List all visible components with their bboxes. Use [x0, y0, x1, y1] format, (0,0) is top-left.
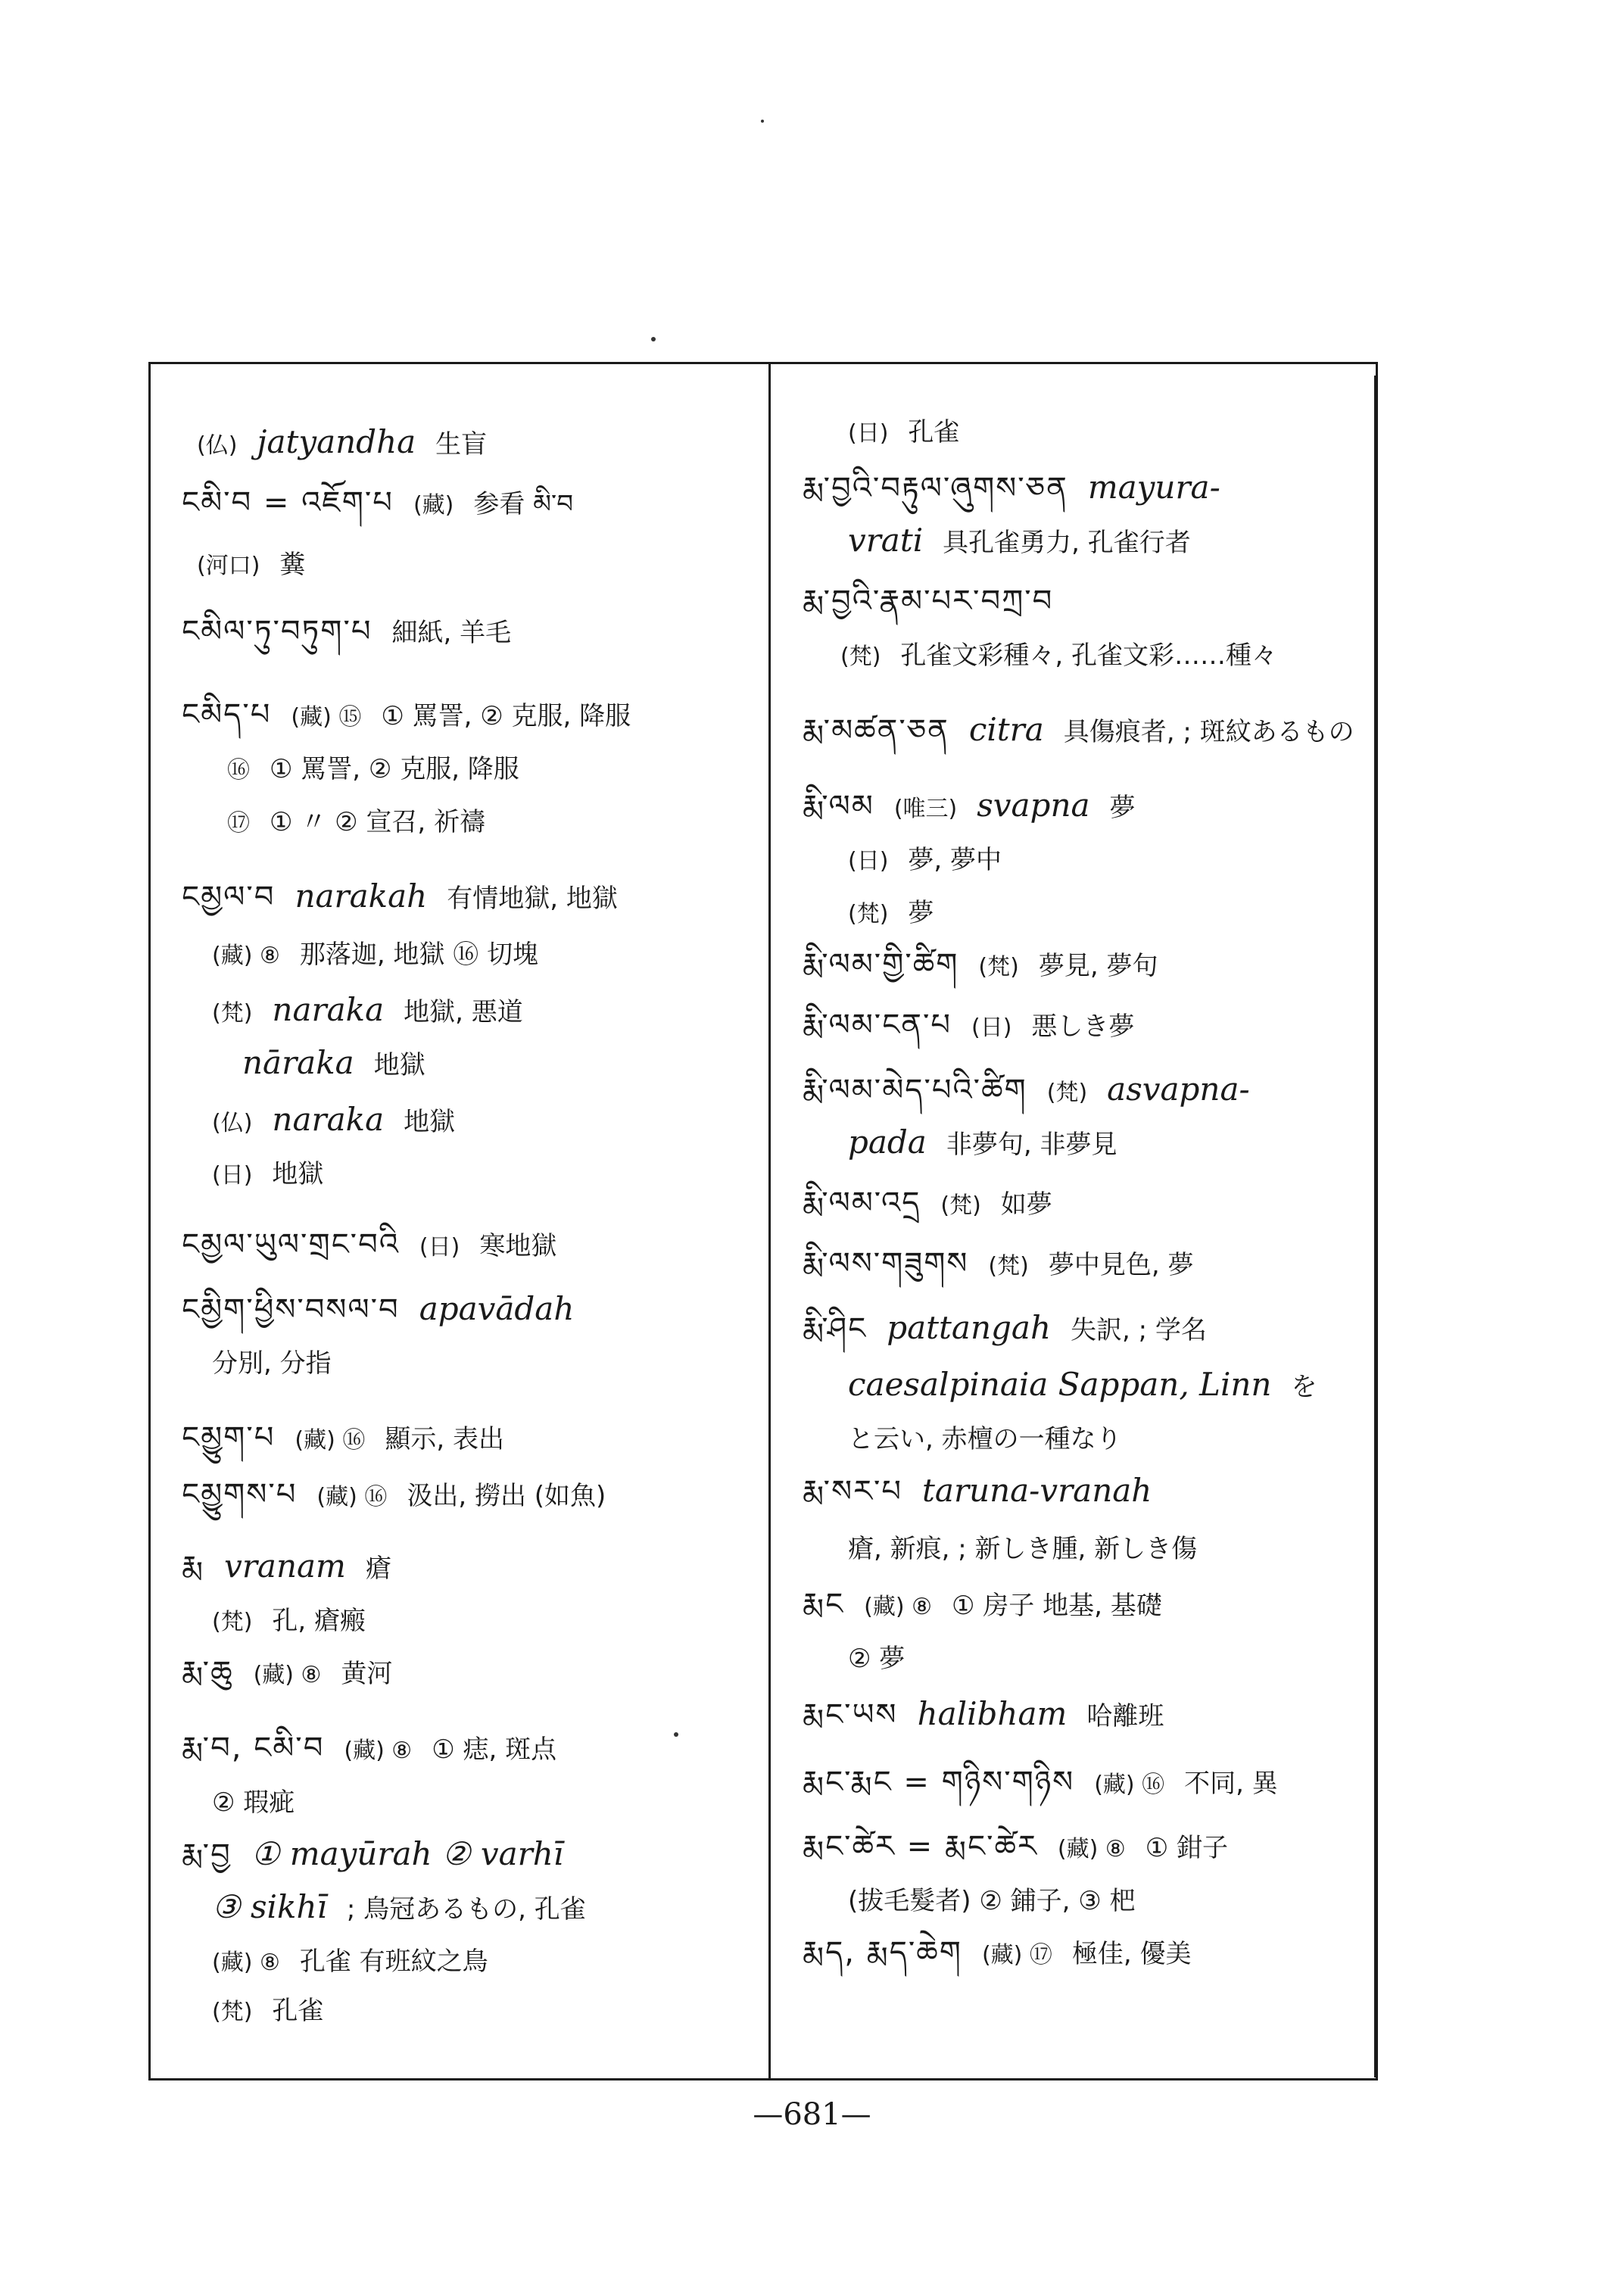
- dictionary-entry-line: [212, 1102, 455, 1142]
- japanese-gloss: 地獄, 悪道: [404, 997, 523, 1027]
- dictionary-entry-line: [212, 1889, 586, 1928]
- japanese-gloss: 不同, 異: [1184, 1769, 1278, 1799]
- dictionary-entry-line: [212, 935, 538, 974]
- dictionary-entry-line: [212, 1601, 366, 1641]
- source-label: (藏) ⑧: [253, 1662, 322, 1688]
- japanese-gloss: 那落迦, 地獄 ⑯ 切塊: [299, 940, 539, 970]
- dictionary-entry-line: [803, 1007, 1134, 1046]
- dictionary-entry-line: [212, 1783, 295, 1821]
- japanese-gloss: 地獄: [404, 1107, 456, 1137]
- dictionary-entry-line: [803, 1473, 1152, 1510]
- source-label: (藏) ⑧: [212, 1950, 280, 1976]
- tibetan-headword: རྨ་བྱའི་བརྟུལ་ཞུགས་ཅན: [803, 471, 1068, 506]
- tibetan-headword: ངམི་བ = འཇོག་པ: [182, 485, 394, 520]
- tibetan-headword: རྨ་བྱ: [182, 1837, 232, 1872]
- dictionary-entry-line: [212, 992, 523, 1032]
- tibetan-headword: རྨ་མཚན་ཅན: [803, 713, 949, 748]
- japanese-gloss: と云い, 赤檀の一種なり: [848, 1424, 1122, 1454]
- japanese-gloss: 参看 མི་བ: [473, 489, 573, 519]
- source-label: (日): [848, 420, 889, 447]
- dictionary-entry-line: [803, 1586, 1162, 1625]
- japanese-gloss: 如夢: [1000, 1189, 1052, 1220]
- source-label: (藏) ⑧: [212, 943, 280, 969]
- source-label: (藏) ⑮: [291, 704, 362, 731]
- dictionary-entry-line: [848, 1881, 1136, 1919]
- source-label: (藏) ⑧: [864, 1594, 933, 1620]
- tibetan-headword: ངམྱལ་བ: [182, 880, 276, 915]
- japanese-gloss: (拔毛髮者) ② 鋪子, ③ 杷: [848, 1886, 1136, 1916]
- dictionary-entry-line: [848, 522, 1191, 561]
- japanese-gloss: 孔雀文彩種々, 孔雀文彩……種々: [900, 641, 1278, 671]
- dictionary-entry-line: [182, 485, 573, 524]
- source-label: (藏) ⑯: [1094, 1772, 1165, 1798]
- japanese-gloss: 寒地獄: [479, 1231, 557, 1261]
- sanskrit-term: apavādah: [419, 1290, 575, 1327]
- source-label: (仏): [197, 432, 238, 459]
- tibetan-headword: རྨང་ཡས: [803, 1697, 898, 1732]
- japanese-gloss: 孔雀: [908, 417, 960, 447]
- source-label: (日): [971, 1015, 1012, 1041]
- dictionary-entry-line: [803, 1696, 1164, 1735]
- japanese-gloss: 糞: [279, 550, 306, 580]
- tibetan-headword: རྨ་ཆུ: [182, 1655, 234, 1690]
- japanese-gloss: ② 夢: [848, 1644, 906, 1674]
- source-label: (藏) ⑯: [316, 1484, 388, 1510]
- source-label: (梵): [978, 954, 1019, 980]
- dictionary-entry-line: [227, 803, 485, 842]
- tibetan-headword: རྨ་བ, ངམི་བ: [182, 1731, 325, 1766]
- dictionary-entry-line: [182, 1420, 504, 1459]
- japanese-gloss: 夢: [1109, 793, 1136, 823]
- scan-speck: [674, 1732, 678, 1737]
- japanese-gloss: 細紙, 羊毛: [391, 618, 512, 648]
- dictionary-entry-line: [182, 878, 618, 917]
- sanskrit-term: pattangah: [887, 1309, 1051, 1346]
- dictionary-entry-line: [848, 1124, 1117, 1163]
- sanskrit-term: naraka: [272, 991, 385, 1028]
- dictionary-entry-line: [182, 1476, 606, 1516]
- japanese-gloss: 極佳, 優美: [1071, 1939, 1192, 1969]
- tibetan-headword: ངམྱུགས་པ: [182, 1477, 298, 1512]
- tibetan-headword: རྨི་ཤིང: [803, 1311, 868, 1346]
- dictionary-entry-line: [848, 1367, 1317, 1405]
- tibetan-headword: རྨད, རྨད་ཆེག: [803, 1935, 962, 1970]
- dictionary-entry-line: [803, 1934, 1192, 1974]
- tibetan-headword: རྨ: [182, 1550, 205, 1585]
- dictionary-entry-line: [212, 1155, 323, 1194]
- source-label: (梵): [212, 1000, 253, 1027]
- japanese-gloss: ① 罵詈, ② 克服, 降服: [381, 701, 631, 731]
- tibetan-headword: རྨང་རྨང = གཉིས་གཉིས: [803, 1765, 1075, 1800]
- frame-right-rule: [1374, 376, 1377, 2077]
- japanese-gloss: 孔雀 有班紋之鳥: [299, 1946, 488, 1977]
- source-label: ⑰: [227, 810, 250, 837]
- japanese-gloss: 非夢句, 非夢見: [946, 1130, 1117, 1160]
- japanese-gloss: 瘡: [365, 1554, 391, 1584]
- dictionary-entry-line: [848, 893, 934, 933]
- dictionary-entry-line: [803, 1185, 1052, 1224]
- dictionary-entry-line: [803, 1828, 1228, 1868]
- dictionary-entry-line: [803, 1071, 1250, 1111]
- source-label: (日): [848, 848, 889, 874]
- dictionary-entry-line: [212, 1991, 323, 2031]
- japanese-gloss: ① 〃 ② 宣召, 祈禱: [270, 807, 485, 837]
- sanskrit-term: narakah: [295, 877, 428, 915]
- source-label: (梵): [212, 1609, 253, 1635]
- page-number: —681—: [753, 2097, 871, 2132]
- source-label: (藏): [413, 492, 454, 519]
- dictionary-entry-line: [848, 413, 959, 452]
- tibetan-headword: ངམིལ་ཏུ་བཏུག་པ: [182, 614, 372, 649]
- sanskrit-term: svapna: [977, 787, 1090, 824]
- source-label: (梵): [1046, 1080, 1088, 1106]
- sanskrit-term: ③ sikhī: [212, 1888, 327, 1925]
- japanese-gloss: 黄河: [341, 1659, 393, 1689]
- dictionary-entry-line: [803, 787, 1136, 828]
- column-divider: [768, 362, 771, 2080]
- japanese-gloss: 夢見, 夢句: [1038, 951, 1158, 981]
- japanese-gloss: 悪しき夢: [1031, 1011, 1135, 1042]
- dictionary-entry-line: [212, 1942, 488, 1981]
- sanskrit-term: mayura-: [1087, 469, 1220, 506]
- sanskrit-term: asvapna-: [1107, 1071, 1250, 1108]
- dictionary-entry-line: [803, 712, 1354, 750]
- dictionary-entry-line: [182, 697, 631, 736]
- scan-speck: [761, 120, 764, 123]
- japanese-gloss: 具孔雀勇力, 孔雀行者: [943, 528, 1191, 558]
- source-label: ⑯: [227, 757, 250, 784]
- dictionary-entry-line: [803, 1764, 1278, 1803]
- tibetan-headword: རྨི་ལམ་མེད་པའི་ཚིག: [803, 1073, 1027, 1108]
- sanskrit-term: ① mayūrah ② varhī: [251, 1835, 564, 1872]
- tibetan-headword: རྨང་ཚེར = རྨང་ཚེར: [803, 1829, 1038, 1864]
- source-label: (梵): [840, 644, 881, 670]
- japanese-gloss: 有情地獄, 地獄: [447, 884, 618, 914]
- japanese-gloss: ① 鉗子: [1145, 1833, 1229, 1863]
- japanese-gloss: 分別, 分指: [212, 1348, 332, 1379]
- japanese-gloss: 地獄: [373, 1050, 425, 1080]
- japanese-gloss: 失訳, ; 学名: [1071, 1315, 1207, 1345]
- dictionary-entry-line: [242, 1045, 425, 1083]
- japanese-gloss: 孔, 瘡瘢: [272, 1606, 366, 1636]
- sanskrit-term: pada: [848, 1124, 927, 1161]
- dictionary-entry-line: [182, 1654, 392, 1694]
- japanese-gloss: 夢, 夢中: [908, 845, 1002, 875]
- dictionary-entry-line: [212, 1344, 332, 1382]
- source-label: (仏): [212, 1110, 253, 1136]
- tibetan-headword: ངམྱུག་པ: [182, 1420, 276, 1455]
- tibetan-headword: ངམྱལ་ཡུལ་གྲང་བའི: [182, 1227, 400, 1262]
- japanese-gloss: 生盲: [435, 429, 488, 460]
- source-label: (梵): [940, 1192, 981, 1219]
- japanese-gloss: ② 瑕疵: [212, 1788, 295, 1818]
- tibetan-headword: རྨི་ལམ་འདྲ: [803, 1186, 921, 1220]
- sanskrit-term: vrati: [848, 522, 924, 559]
- source-label: (藏) ⑰: [981, 1942, 1052, 1968]
- sanskrit-term: naraka: [272, 1101, 385, 1138]
- source-label: (唯三): [893, 796, 958, 822]
- dictionary-entry-line: [182, 1226, 556, 1266]
- source-label: (河口): [197, 553, 260, 579]
- tibetan-headword: རྨ་སར་པ: [803, 1474, 903, 1509]
- source-label: (藏) ⑧: [344, 1738, 413, 1764]
- dictionary-entry-line: [848, 1639, 905, 1677]
- dictionary-entry-line: [803, 946, 1158, 986]
- tibetan-headword: རྨ་བྱའི་རྣམ་པར་བཀྲ་བ: [803, 584, 1054, 619]
- dictionary-entry-line: [803, 1310, 1207, 1348]
- tibetan-headword: རྨི་ལམ་གྱི་ཚིག: [803, 947, 959, 982]
- sanskrit-term: taruna-vranah: [922, 1472, 1152, 1509]
- dictionary-entry-line: [182, 1291, 574, 1328]
- japanese-gloss: 夢中見色, 夢: [1048, 1250, 1194, 1280]
- dictionary-entry-line: [182, 1548, 391, 1587]
- japanese-gloss: 汲出, 撈出 (如魚): [407, 1481, 606, 1511]
- tibetan-headword: རྨང: [803, 1587, 845, 1622]
- scan-speck: [651, 337, 656, 341]
- japanese-gloss: ① 罵詈, ② 克服, 降服: [270, 754, 519, 784]
- dictionary-entry-line: [848, 1420, 1122, 1457]
- dictionary-entry-line: [803, 1245, 1193, 1285]
- dictionary-entry-line: [803, 469, 1220, 506]
- dictionary-entry-line: [227, 750, 519, 789]
- sanskrit-term: citra: [968, 711, 1044, 748]
- tibetan-headword: ངམྱིག་ཕྱིས་བསལ་བ: [182, 1292, 400, 1327]
- tibetan-headword: རྨི་ལམ: [803, 789, 874, 824]
- dictionary-entry-line: [848, 840, 1002, 880]
- dictionary-entry-line: [182, 1836, 563, 1873]
- japanese-gloss: 具傷痕者, ; 斑紋あるもの: [1063, 717, 1354, 747]
- dictionary-entry-line: [197, 424, 487, 464]
- dictionary-entry-line: [840, 636, 1277, 675]
- japanese-gloss: 瘡, 新痕, ; 新しき腫, 新しき傷: [848, 1534, 1198, 1564]
- dictionary-entry-line: [182, 613, 511, 651]
- japanese-gloss: ① 房子 地基, 基礎: [952, 1591, 1162, 1621]
- japanese-gloss: 地獄: [272, 1159, 324, 1189]
- japanese-gloss: を: [1291, 1372, 1317, 1402]
- source-label: (日): [212, 1162, 253, 1189]
- source-label: (梵): [988, 1253, 1029, 1279]
- tibetan-headword: རྨི་ལམ་ངན་པ: [803, 1008, 952, 1043]
- dictionary-entry-line: [182, 1730, 556, 1769]
- sanskrit-term: nāraka: [242, 1044, 354, 1081]
- japanese-gloss: 孔雀: [272, 1996, 324, 2026]
- japanese-gloss: 夢: [908, 898, 934, 928]
- sanskrit-term: vranam: [224, 1548, 346, 1585]
- sanskrit-term: halibham: [917, 1695, 1068, 1732]
- japanese-gloss: ① 痣, 斑点: [432, 1735, 557, 1765]
- sanskrit-term: caesalpinaia Sappan, Linn: [848, 1366, 1272, 1403]
- japanese-gloss: 哈離班: [1086, 1701, 1164, 1731]
- sanskrit-term: jatyandha: [257, 423, 416, 460]
- source-label: (梵): [848, 901, 889, 927]
- dictionary-entry-line: [803, 583, 1053, 619]
- tibetan-headword: རྨི་ལས་གཟུགས: [803, 1246, 969, 1281]
- dictionary-entry-line: [848, 1529, 1197, 1567]
- source-label: (梵): [212, 1999, 253, 2025]
- tibetan-headword: ངམིད་པ: [182, 697, 272, 732]
- japanese-gloss: ; 鳥冠あるもの, 孔雀: [346, 1894, 586, 1925]
- source-label: (日): [419, 1234, 460, 1261]
- source-label: (藏) ⑯: [295, 1427, 366, 1454]
- japanese-gloss: 顯示, 表出: [385, 1424, 504, 1454]
- source-label: (藏) ⑧: [1057, 1836, 1126, 1862]
- dictionary-entry-line: [197, 545, 305, 584]
